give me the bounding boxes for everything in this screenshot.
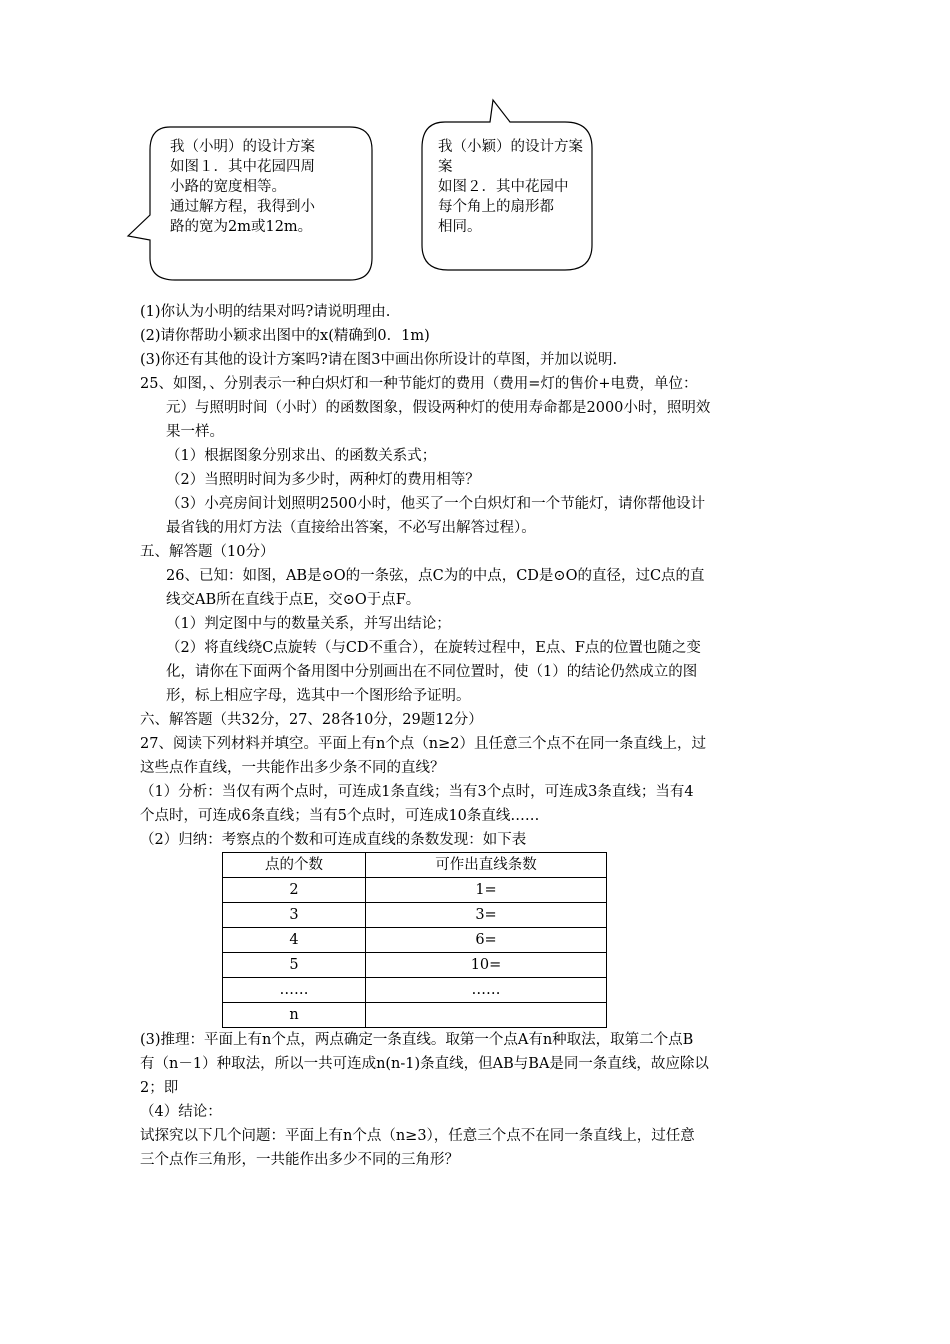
text-line: 三个点作三角形，一共能作出多少不同的三角形？ [140,1152,459,1168]
text-line: (3)推理：平面上有n个点，两点确定一条直线。取第一个点A有n种取法，取第二个点B [140,1032,694,1048]
text-line: 形，标上相应字母，选其中一个图形给予证明。 [166,688,471,704]
text-line: 化，请你在下面两个备用图中分别画出在不同位置时，使（1）的结论仍然成立的图 [166,664,698,680]
table-header: 可作出直线条数 [366,853,607,878]
table-row [223,1003,607,1028]
table-cell: n [223,1003,366,1028]
table-cell: …… [223,978,366,1003]
table-cell: …… [366,978,607,1003]
table-cell: 5 [223,953,366,978]
text-line: （1）根据图象分别求出、的函数关系式； [166,448,437,464]
text-line: 线交AB所在直线于点E，交⊙O于点F。 [166,592,421,608]
text-line: （1）判定图中与的数量关系，并写出结论； [166,616,451,632]
speech-bubbles [0,0,950,300]
table-row [223,903,607,928]
lines-table [222,852,607,1028]
section-heading: 五、解答题（10分） [140,544,275,560]
text-line: （4）结论： [140,1104,222,1120]
text-line: (1)你认为小明的结果对吗?请说明理由. [140,304,391,320]
text-line: 这些点作直线，一共能作出多少条不同的直线？ [140,760,445,776]
table-header: 点的个数 [223,853,366,878]
table-row [223,978,607,1003]
xiaoying-bubble-text: 我（小颖）的设计方案 案 如图２．其中花园中 每个角上的扇形都 相同。 [438,139,583,235]
text-line: （2）归纳：考察点的个数和可连成直线的条数发现：如下表 [140,832,527,848]
table-header-row [223,853,607,878]
text-line: （1）分析：当仅有两个点时，可连成1条直线；当有3个点时，可连成3条直线；当有4 [140,784,694,800]
text-line: (2)请你帮助小颖求出图中的x(精确到0．1m) [140,328,430,344]
table-row [223,878,607,903]
text-line: 果一样。 [166,424,224,440]
table-cell [366,1003,607,1028]
text-line: 27、阅读下列材料并填空。平面上有n个点（n≥2）且任意三个点不在同一条直线上，过 [140,736,706,752]
xiaoming-bubble-text: 我（小明）的设计方案 如图１．其中花园四周 小路的宽度相等。 通过解方程，我得到小 路的宽为2m或12m。 [170,139,315,235]
text-line: 个点时，可连成6条直线；当有5个点时，可连成10条直线…… [140,808,540,824]
section-heading: 六、解答题（共32分，27、28各10分，29题12分） [140,712,483,728]
table-cell: 1= [366,878,607,903]
text-line: （3）小亮房间计划照明2500小时，他买了一个白炽灯和一个节能灯，请你帮他设计 [166,496,706,512]
text-line: 25、如图，、分别表示一种白炽灯和一种节能灯的费用（费用=灯的售价+电费，单位： [140,376,698,392]
text-line: 2；即 [140,1080,179,1096]
text-line: （2）将直线绕C点旋转（与CD不重合），在旋转过程中，E点、F点的位置也随之变 [166,640,701,656]
text-line: 最省钱的用灯方法（直接给出答案，不必写出解答过程）。 [166,520,536,536]
table-cell: 6= [366,928,607,953]
table-row [223,953,607,978]
table-row [223,928,607,953]
text-line: 元）与照明时间（小时）的函数图象，假设两种灯的使用寿命都是2000小时，照明效 [166,400,711,416]
text-line: 试探究以下几个问题：平面上有n个点（n≥3），任意三个点不在同一条直线上，过任意 [140,1128,695,1144]
text-line: (3)你还有其他的设计方案吗?请在图3中画出你所设计的草图，并加以说明. [140,352,618,368]
text-line: （2）当照明时间为多少时，两种灯的费用相等？ [166,472,480,488]
document-body [140,300,820,1172]
table-cell: 2 [223,878,366,903]
table-cell: 3= [366,903,607,928]
text-line: 有（n－1）种取法，所以一共可连成n(n-1)条直线，但AB与BA是同一条直线，故应除以 [140,1056,709,1072]
table-cell: 4 [223,928,366,953]
text-line: 26、已知：如图，AB是⊙O的一条弦，点C为的中点，CD是⊙O的直径，过C点的直 [166,568,705,584]
table-cell: 10= [366,953,607,978]
table-cell: 3 [223,903,366,928]
